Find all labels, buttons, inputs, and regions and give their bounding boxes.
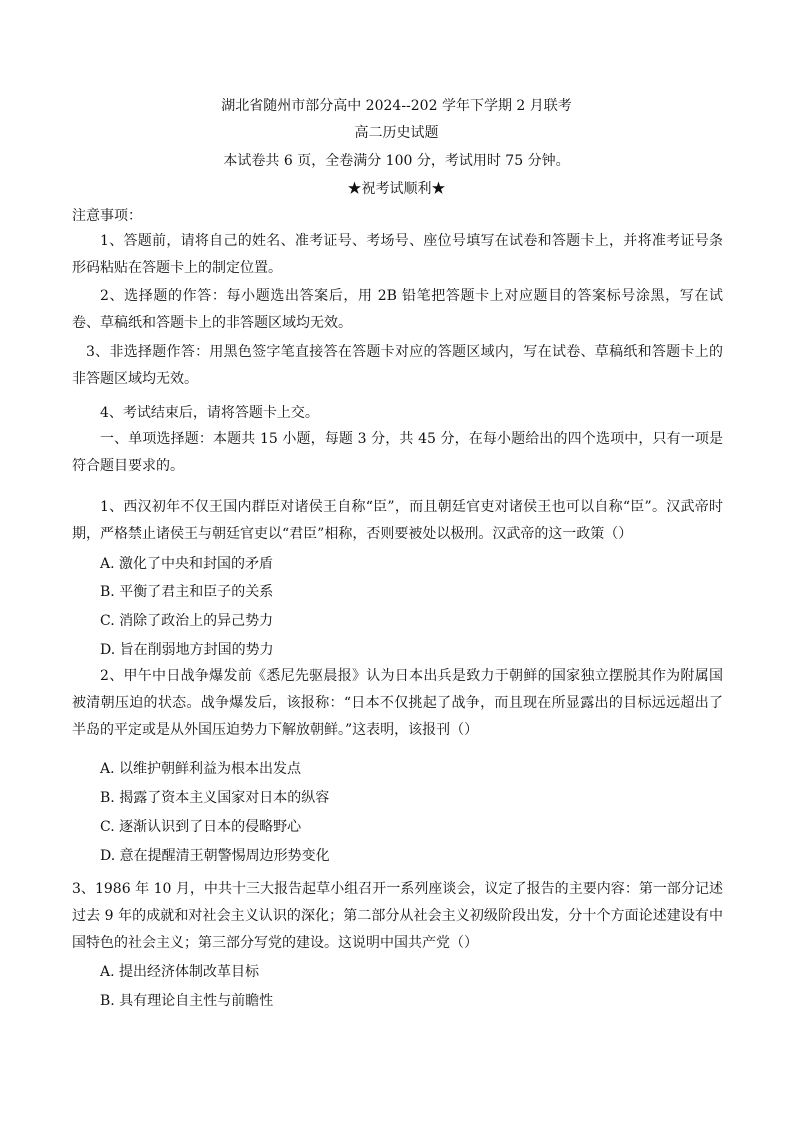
question-3-option-b: B. 具有理论自主性与前瞻性 — [100, 993, 274, 1009]
question-1-stem: 1、西汉初年不仅王国内群臣对诸侯王自称“臣”，而且朝廷官吏对诸侯王也可以自称“臣”。汉武帝时期，严格禁止诸侯王与朝廷官吏以“君臣”相称，否则要被处以极刑。汉武帝的这一政策（） — [72, 499, 723, 542]
exam-title: 湖北省随州市部分高中 2024--202 学年下学期 2 月联考 — [221, 98, 572, 114]
question-3-option-a: A. 提出经济体制改革目标 — [100, 964, 260, 980]
question-1-option-b: B. 平衡了君主和臣子的关系 — [100, 584, 274, 600]
notes-heading: 注意事项： — [72, 208, 142, 224]
exam-info: 本试卷共 6 页，全卷满分 100 分，考试用时 75 分钟。 — [223, 153, 570, 169]
question-1-option-c: C. 消除了政治上的异己势力 — [100, 613, 274, 629]
question-1-option-a: A. 激化了中央和封国的矛盾 — [100, 556, 274, 572]
question-3-stem: 3、1986 年 10 月，中共十三大报告起草小组召开一系列座谈会，议定了报告的主要内容：第一部分记述过去 9 年的成就和对社会主义认识的深化；第二部分从社会主义初级阶段出发，分十个方面论述建设有中国特色的社会主义；第三部分写党的建设。这说明中国共产党（） — [72, 881, 723, 951]
question-2-stem: 2、甲午中日战争爆发前《悉尼先驱晨报》认为日本出兵是致力于朝鲜的国家独立摆脱其作为附属国被清朝压迫的状态。战争爆发后，该报称：“日本不仅挑起了战争，而且现在所显露出的目标远远超出了半岛的平定或是从外国压迫势力下解放朝鲜。”这表明，该报刊（） — [72, 668, 723, 738]
question-2-option-c: C. 逐渐认识到了日本的侵略野心 — [100, 819, 302, 835]
question-1-option-d: D. 旨在削弱地方封国的势力 — [100, 642, 274, 658]
question-2-option-a: A. 以维护朝鲜利益为根本出发点 — [100, 761, 302, 777]
note-item-3: 3、非选择题作答：用黑色签字笔直接答在答题卡对应的答题区域内，写在试卷、草稿纸和答题卡上的非答题区域均无效。 — [72, 344, 723, 387]
exam-wish: ★祝考试顺利★ — [347, 181, 446, 197]
note-item-2: 2、选择题的作答：每小题选出答案后，用 2B 铅笔把答题卡上对应题目的答案标号涂黑，写在试卷、草稿纸和答题卡上的非答题区域均无效。 — [72, 288, 723, 331]
section-intro: 一、单项选择题：本题共 15 小题，每题 3 分，共 45 分，在每小题给出的四个选项中，只有一项是符合题目要求的。 — [72, 431, 723, 474]
note-item-4: 4、考试结束后，请将答题卡上交。 — [100, 405, 319, 421]
note-item-1: 1、答题前，请将自己的姓名、准考证号、考场号、座位号填写在试卷和答题卡上，并将准考证号条形码粘贴在答题卡上的制定位置。 — [72, 233, 723, 276]
question-2-option-b: B. 揭露了资本主义国家对日本的纵容 — [100, 790, 330, 806]
exam-subject: 高二历史试题 — [354, 125, 439, 141]
question-2-option-d: D. 意在提醒清王朝警惕周边形势变化 — [100, 848, 330, 864]
